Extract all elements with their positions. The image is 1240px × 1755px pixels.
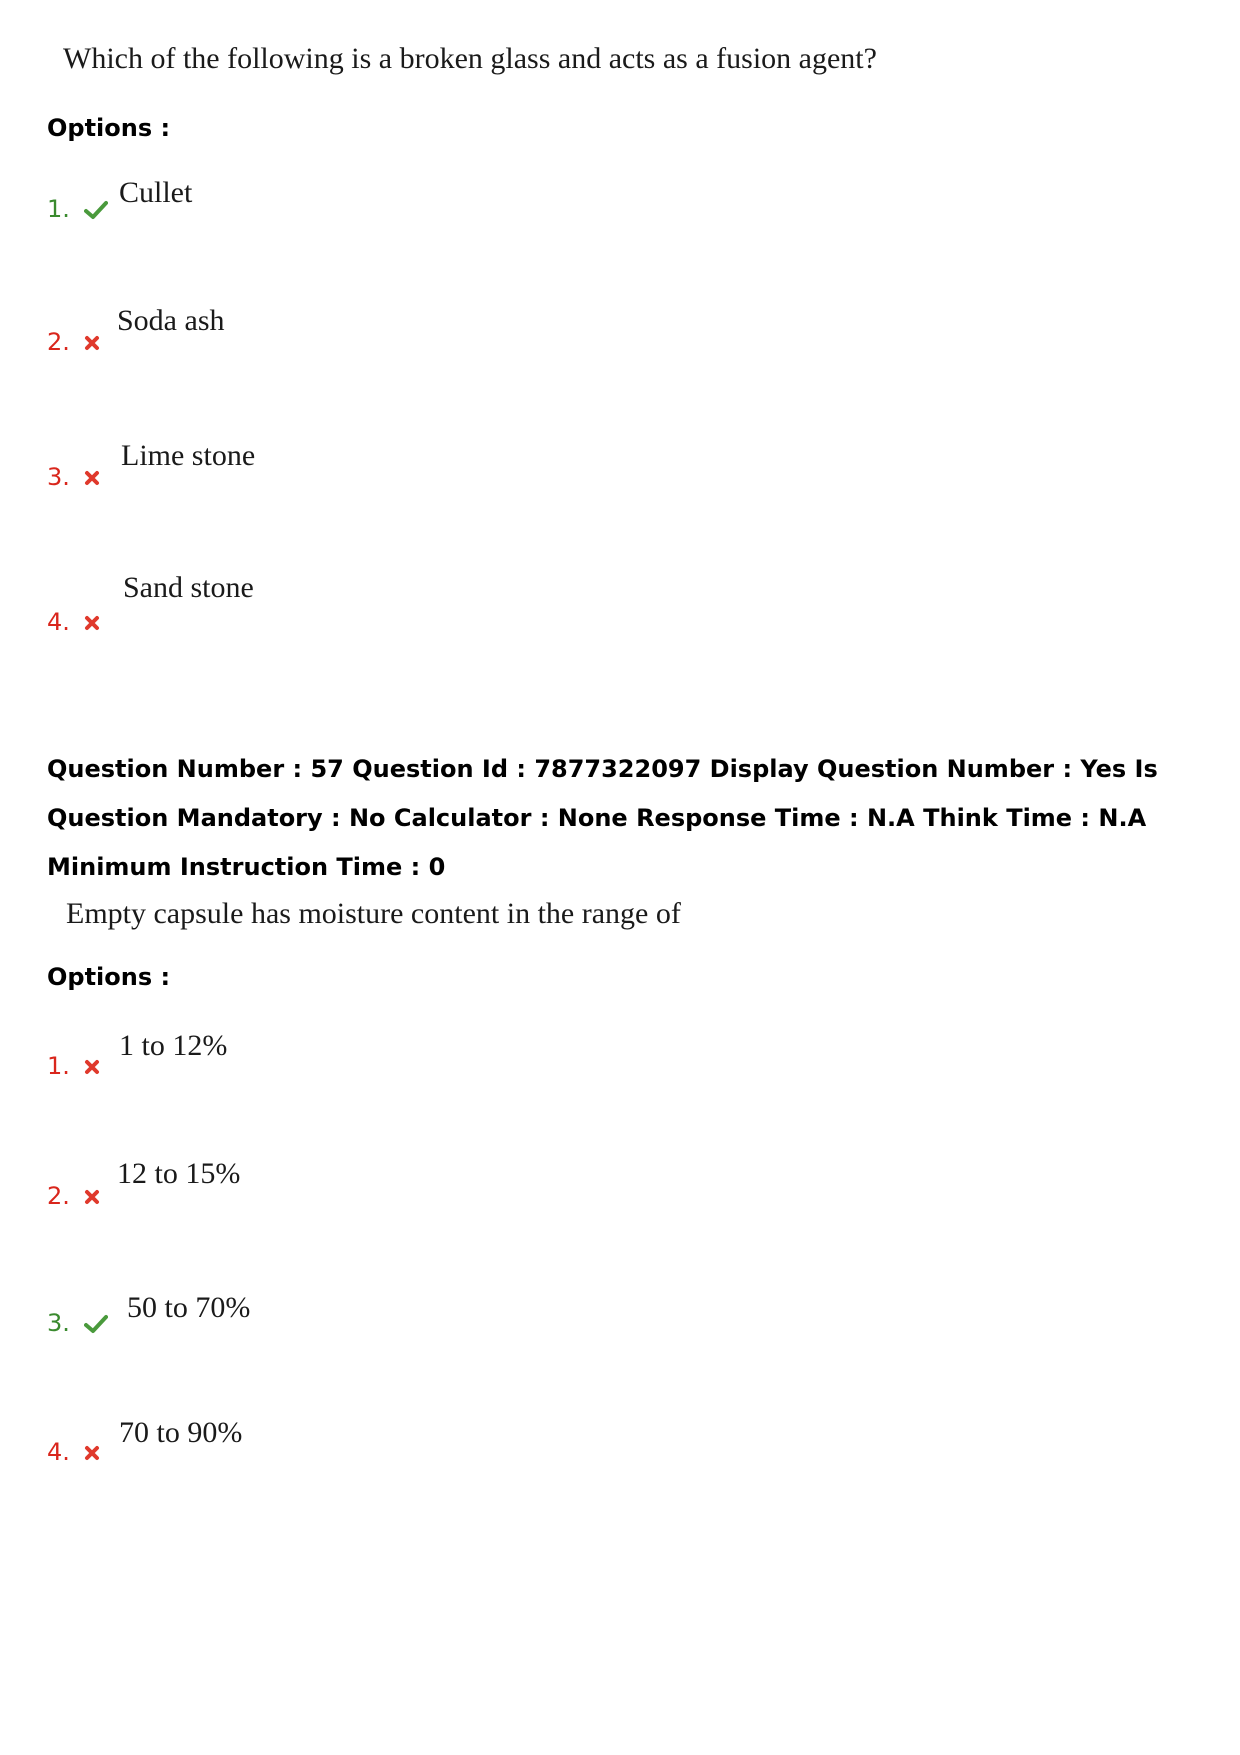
option-number-label: 3. xyxy=(47,463,70,491)
option-text: 1 to 12% xyxy=(119,1029,228,1062)
check-icon xyxy=(84,200,108,220)
option-number-label: 2. xyxy=(47,1182,70,1210)
options-label: Options : xyxy=(47,963,171,991)
cross-icon xyxy=(84,470,100,486)
option-text: 70 to 90% xyxy=(119,1416,243,1449)
option-number xyxy=(47,608,100,636)
option-number-label: 3. xyxy=(47,1309,70,1337)
option-text: Sand stone xyxy=(123,571,254,604)
option-text: 12 to 15% xyxy=(117,1157,241,1190)
option-text: 50 to 70% xyxy=(127,1291,251,1324)
option-number xyxy=(47,195,108,223)
check-icon xyxy=(84,1314,108,1334)
option-number xyxy=(47,1309,108,1337)
option-text: Cullet xyxy=(119,176,193,209)
option-number xyxy=(47,1052,100,1080)
option-number xyxy=(47,1438,100,1466)
option-text: Lime stone xyxy=(121,439,256,472)
option-number-label: 1. xyxy=(47,195,70,223)
option-number xyxy=(47,1182,100,1210)
cross-icon xyxy=(84,615,100,631)
cross-icon xyxy=(84,1445,100,1461)
option-number xyxy=(47,328,100,356)
option-number-label: 1. xyxy=(47,1052,70,1080)
option-text: Soda ash xyxy=(117,304,225,337)
cross-icon xyxy=(84,1189,100,1205)
cross-icon xyxy=(84,1059,100,1075)
question-text: Which of the following is a broken glass and acts as a fusion agent? xyxy=(63,42,877,75)
option-number-label: 4. xyxy=(47,608,70,636)
option-number xyxy=(47,463,100,491)
question-meta: Question Number : 57 Question Id : 7877322097 Display Question Number : Yes Is Question Mandatory : No Calculator : None Response Time : N.A Think Time : N.A Minimum Instruction Time : 0 xyxy=(47,755,1158,881)
options-label: Options : xyxy=(47,114,171,142)
cross-icon xyxy=(84,335,100,351)
option-number-label: 4. xyxy=(47,1438,70,1466)
option-number-label: 2. xyxy=(47,328,70,356)
question-text: Empty capsule has moisture content in the range of xyxy=(66,897,681,930)
